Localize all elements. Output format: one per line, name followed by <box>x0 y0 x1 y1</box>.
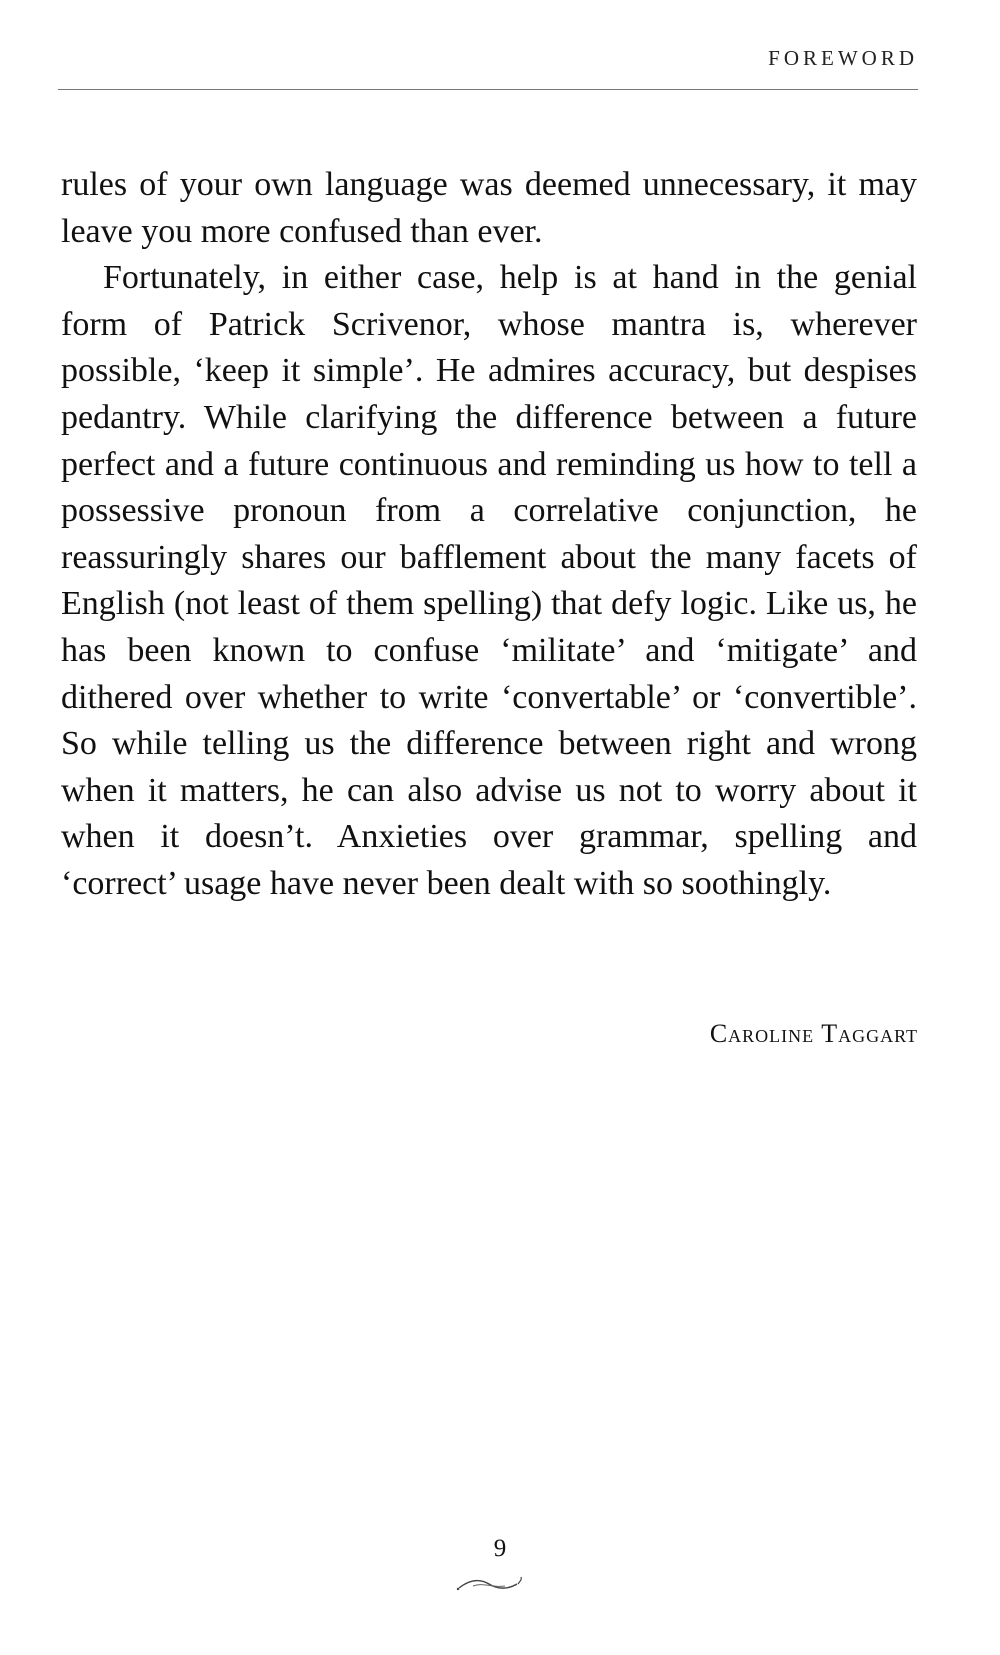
paragraph-main: Fortunately, in either case, help is at hand in the genial form of Patrick Scrivenor, whose mantra is, wherever possible, ‘keep it simple’. He admires accuracy, but despises pedantry. While clarifying the difference between a future perfect and a future continuous and reminding us how to tell a possessive pronoun from a correlative conjunction, he reassuringly shares our bafflement about the many facets of English (not least of them spelling) that defy logic. Like us, he has been known to confuse ‘militate’ and ‘mitigate’ and dithered over whether to write ‘convertable’ or ‘convertible’. So while telling us the difference between right and wrong when it matters, he can also advise us not to worry about it when it doesn’t. Anxieties over grammar, spelling and ‘correct’ usage have never been dealt with so soothingly. <box>61 259 917 902</box>
page-number: 9 <box>493 1535 507 1562</box>
header-rule <box>58 89 918 90</box>
body-text <box>61 162 917 908</box>
author-signature: Caroline Taggart <box>709 1019 918 1048</box>
paragraph-continued: rules of your own language was deemed unnecessary, it may leave you more confused than ever. <box>61 166 917 250</box>
flourish-ornament-icon <box>455 1572 525 1596</box>
running-head-title: FOREWORD <box>768 46 918 70</box>
